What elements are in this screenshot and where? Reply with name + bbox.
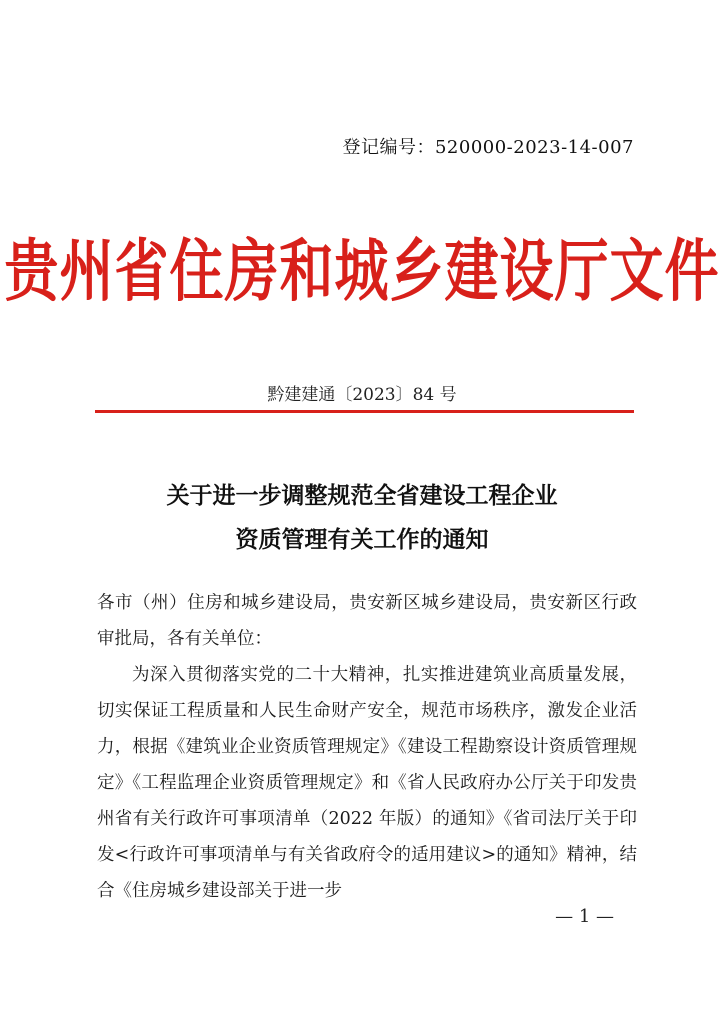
red-divider-line	[95, 410, 634, 413]
document-number: 黔建建通〔2023〕84 号	[267, 385, 457, 405]
notice-body	[97, 585, 637, 909]
registration-number: 登记编号：520000-2023-14-007	[342, 137, 634, 158]
addressee: 各市（州）住房和城乡建设局，贵安新区城乡建设局，贵安新区行政审批局，各有关单位：	[97, 593, 637, 649]
page-number: — 1 —	[555, 906, 614, 927]
notice-title-line-2: 资质管理有关工作的通知	[235, 526, 489, 553]
document-masthead: 贵州省住房和城乡建设厅文件	[4, 231, 720, 311]
notice-title	[0, 474, 724, 562]
body-paragraph: 为深入贯彻落实党的二十大精神，扎实推进建筑业高质量发展，切实保证工程质量和人民生命财产安全，规范市场秩序，激发企业活力，根据《建筑业企业资质管理规定》《建设工程勘察设计资质管理规定》《工程监理企业资质管理规定》和《省人民政府办公厅关于印发贵州省有关行政许可事项清单（2022 年版）的通知》《省司法厅关于印发<行政许可事项清单与有关省政府令的适用建议>的通知》精神，结合《住房城乡建设部关于进一步	[97, 665, 637, 901]
notice-title-line-1: 关于进一步调整规范全省建设工程企业	[166, 482, 558, 509]
